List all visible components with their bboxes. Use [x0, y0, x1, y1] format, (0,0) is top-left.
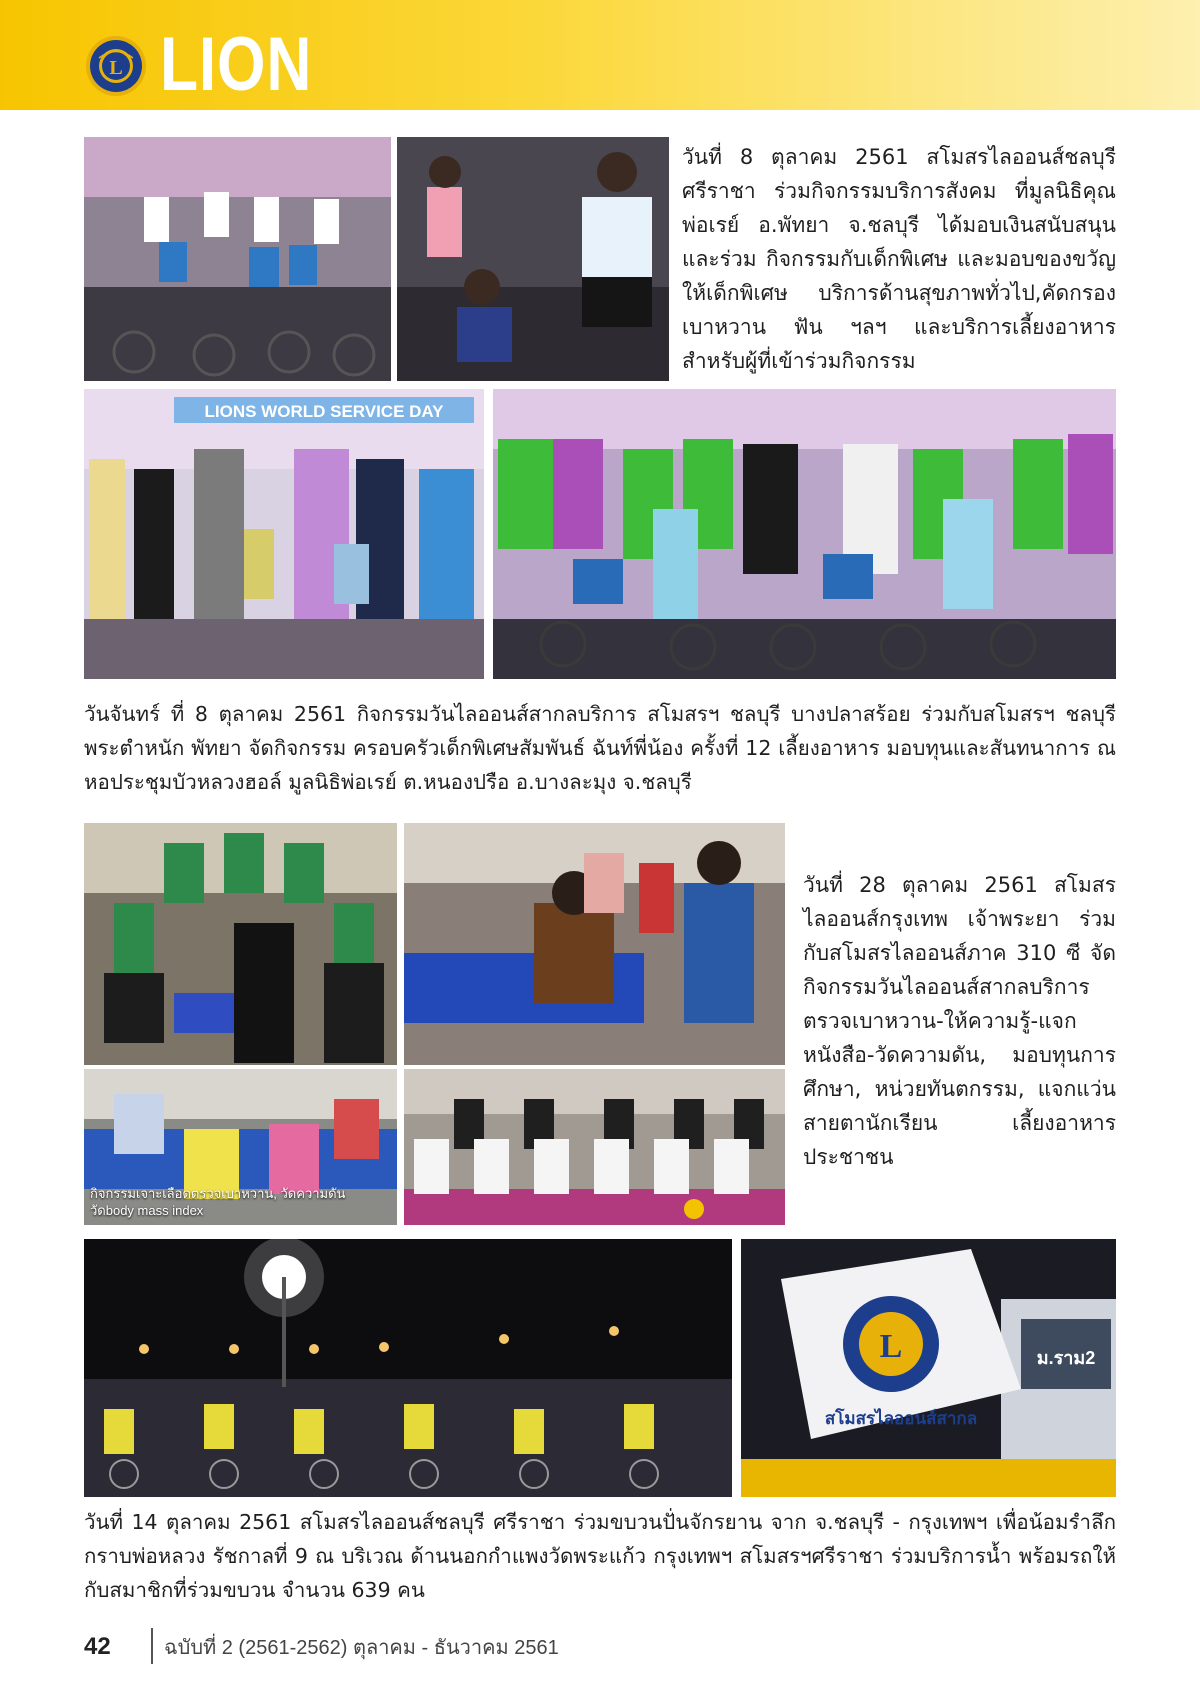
photo-registration-tables: [404, 823, 785, 1065]
page-number: 42: [84, 1633, 111, 1660]
photo-lions-flag-bus: [741, 1239, 1116, 1497]
photo-students-ceremony: [404, 1069, 785, 1225]
banner-world-service-day: LIONS WORLD SERVICE DAY: [204, 402, 444, 421]
svg-text:L: L: [879, 1328, 903, 1365]
bus-sign: ม.ราม2: [1036, 1348, 1096, 1368]
photo-group-wheelchairs: [84, 137, 391, 381]
page-header: [0, 0, 1200, 110]
photo-group-green-shirts: [493, 389, 1116, 679]
health-check-caption: กิจกรรมเจาะเลือดตรวจเบาหวาน, วัดความดัน วัดbody mass index: [90, 1186, 346, 1218]
photo-health-check: [84, 1069, 397, 1225]
magazine-brand-title: LION: [160, 22, 313, 107]
issue-info: ฉบับที่ 2 (2561-2562) ตุลาคม - ธันวาคม 2561: [164, 1637, 559, 1659]
footer-divider: [151, 1628, 153, 1664]
section-1-text: วันที่ 8 ตุลาคม 2561 สโมสรไลออนส์ชลบุรี ศรีราชา ร่วมกิจกรรมบริการสังคม ที่มูลนิธิคุณพ่อเรย์ อ.พัทยา จ.ชลบุรี ได้มอบเงินสนับสนุน และร่วม กิจกรรมกับเด็กพิเศษ และมอบของขวัญให้เด็กพิเศษ บริการด้านสุขภาพทั่วไป,คัดกรองเบาหวาน ฟัน ฯลฯ และบริการเลี้ยงอาหาร สำหรับผู้ที่เข้าร่วมกิจกรรม: [682, 145, 1116, 373]
photo-night-bicycle-rally: [84, 1239, 732, 1497]
lions-logo-icon: [85, 35, 147, 97]
section-4-text: วันที่ 14 ตุลาคม 2561 สโมสรไลออนส์ชลบุรี ศรีราชา ร่วมขบวนปั่นจักรยาน จาก จ.ชลบุรี - กรุงเทพฯ เพื่อน้อมรำลึก กราบพ่อหลวง รัชกาลที่ 9 ณ บริเวณ ด้านนอกกำแพงวัดพระแก้ว กรุงเทพฯ สโมสรฯศรีราชา ร่วมบริการน้ำ พร้อมรถให้กับสมาชิกที่ร่วมขบวน จำนวน 639 คน: [84, 1510, 1116, 1602]
section-2-text: วันจันทร์ ที่ 8 ตุลาคม 2561 กิจกรรมวันไลออนส์สากลบริการ สโมสรฯ ชลบุรี บางปลาสร้อย ร่วมกับสโมสรฯ ชลบุรี พระตำหนัก พัทยา จัดกิจกรรม ครอบครัวเด็กพิเศษสัมพันธ์ ฉันท์พี่น้อง ครั้งที่ 12 เลี้ยงอาหาร มอบทุนและสันทนาการ ณ หอประชุมบัวหลวงฮอล์ มูลนิธิพ่อเรย์ ต.หนองปรือ อ.บางละมุง จ.ชลบุรี: [84, 702, 1116, 794]
photo-world-service-day-stage: [84, 389, 484, 679]
section-3-text: วันที่ 28 ตุลาคม 2561 สโมสรไลออนส์กรุงเทพ เจ้าพระยา ร่วมกับสโมสรไลออนส์ภาค 310 ซี จัดกิจกรรมวันไลออนส์สากลบริการ ตรวจเบาหวาน-ให้ความรู้-แจกหนังสือ-วัดความดัน, มอบทุนการศึกษา, หน่วยทันตกรรม, แจกแว่นสายตานักเรียน เลี้ยงอาหารประชาชน: [803, 873, 1116, 1169]
svg-text:L: L: [109, 57, 123, 79]
photo-child-receiving-gift: [397, 137, 669, 381]
flag-text: สโมสรไลออนส์สากล: [824, 1409, 978, 1429]
photo-medical-team-cheer: [84, 823, 397, 1065]
